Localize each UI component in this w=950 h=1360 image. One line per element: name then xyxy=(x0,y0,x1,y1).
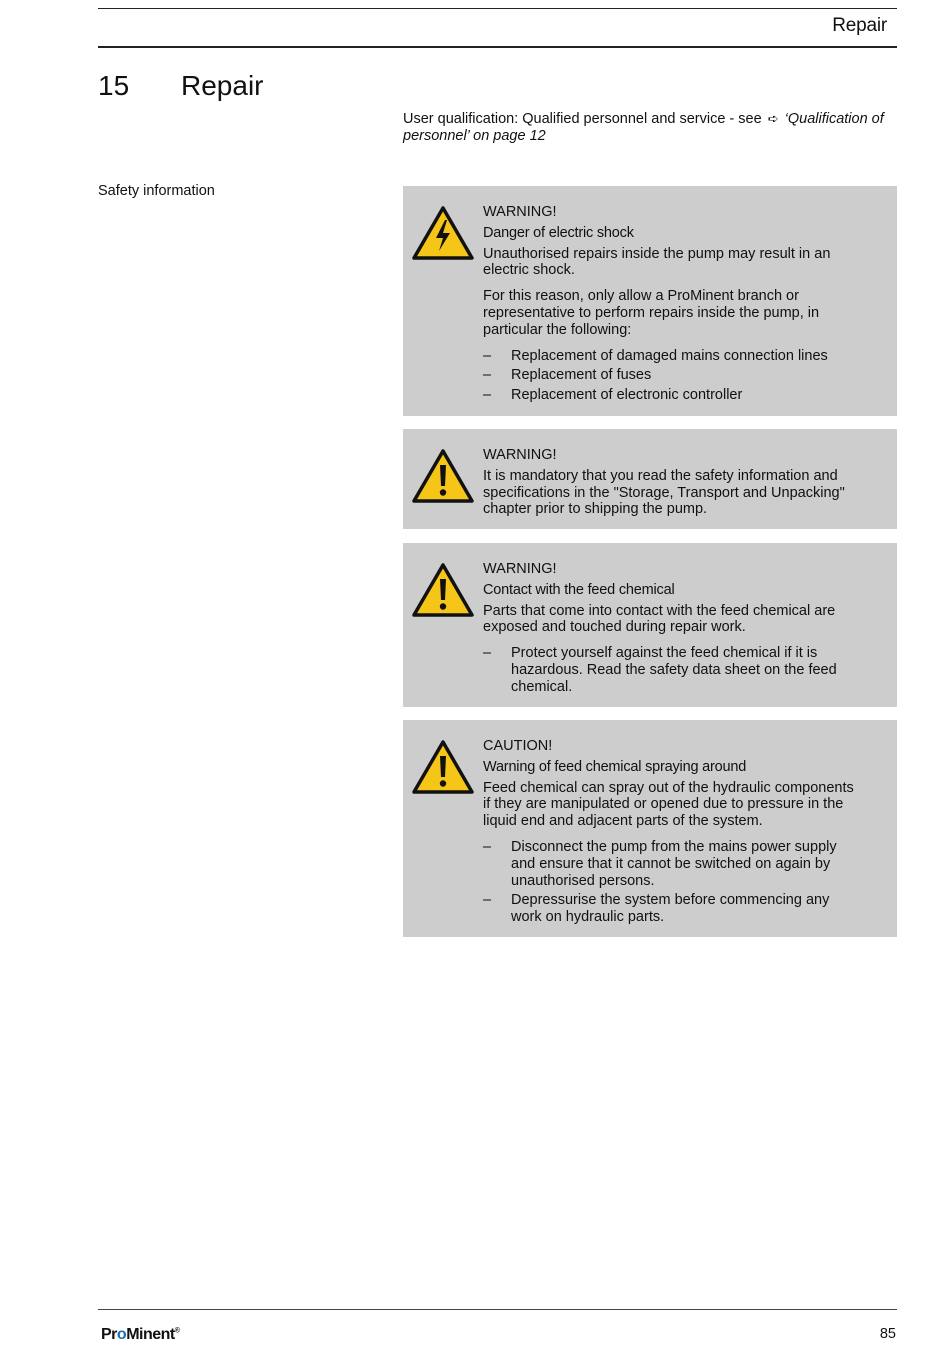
header-rule-bottom xyxy=(98,46,897,48)
notice-list xyxy=(483,645,863,695)
notice-signal-word: WARNING! xyxy=(483,204,557,220)
notice-signal-word: WARNING! xyxy=(483,561,557,577)
footer-rule xyxy=(98,1309,897,1310)
list-dash: – xyxy=(483,347,492,364)
notice-signal-word: CAUTION! xyxy=(483,738,553,754)
notice-signal-word: WARNING! xyxy=(483,447,557,463)
notice-list xyxy=(483,348,863,404)
link-arrow-icon: ➪ xyxy=(767,111,779,126)
list-item: – Replacement of damaged mains connection lines xyxy=(483,347,828,364)
list-dash: – xyxy=(483,838,492,855)
notice-electric-shock xyxy=(403,186,897,416)
warning-exclamation-icon xyxy=(412,563,474,617)
notice-paragraph: Unauthorised repairs inside the pump may result in an electric shock. xyxy=(483,245,831,279)
list-dash: – xyxy=(483,387,492,404)
qualification-reference-link[interactable]: ‘Qualification of personnel’ on page 12 xyxy=(403,111,884,144)
list-item: – Disconnect the pump from the mains power supply and ensure that it cannot be switched on again by unauthorised persons. xyxy=(483,838,837,889)
warning-exclamation-icon xyxy=(412,449,474,503)
list-dash: – xyxy=(483,367,492,384)
chapter-title: Repair xyxy=(181,70,264,101)
list-item: – Replacement of electronic controller xyxy=(483,387,743,404)
notice-paragraph: Feed chemical can spray out of the hydraulic components if they are manipulated or opened due to pressure in the liquid end and adjacent parts of the system. xyxy=(483,779,854,830)
page-number: 85 xyxy=(879,1326,896,1342)
list-item: – Replacement of fuses xyxy=(483,367,652,384)
notice-list xyxy=(483,839,863,926)
notice-subtitle: Contact with the feed chemical xyxy=(483,581,675,598)
section-side-label: Safety information xyxy=(98,183,215,199)
list-dash: – xyxy=(483,892,492,909)
chapter-number: 15 xyxy=(98,70,130,101)
notice-shipping-safety xyxy=(403,429,897,529)
prominent-logo: ProMinent® xyxy=(101,1326,180,1343)
notice-subtitle: Danger of electric shock xyxy=(483,224,634,241)
notice-subtitle: Warning of feed chemical spraying around xyxy=(483,758,747,775)
notice-paragraph: For this reason, only allow a ProMinent branch or representative to perform repairs inside the pump, in particular the following: xyxy=(483,288,820,338)
notice-feed-chemical-spraying xyxy=(403,720,897,937)
list-dash: – xyxy=(483,645,492,662)
list-item: – Depressurise the system before commencing any work on hydraulic parts. xyxy=(483,892,830,926)
warning-exclamation-icon xyxy=(412,740,474,794)
qualification-text: User qualification: Qualified personnel and service - see xyxy=(403,111,762,127)
user-qualification xyxy=(403,110,900,145)
notice-feed-chemical-contact xyxy=(403,543,897,707)
notice-paragraph: Parts that come into contact with the feed chemical are exposed and touched during repair work. xyxy=(483,602,836,636)
notice-paragraph: It is mandatory that you read the safety information and specifications in the "Storage, Transport and Unpacking" chapter prior to shipping the pump. xyxy=(483,467,845,518)
electric-hazard-icon xyxy=(412,206,474,260)
header-rule-top xyxy=(98,8,897,9)
list-item: – Protect yourself against the feed chemical if it is hazardous. Read the safety data sheet on the feed chemical. xyxy=(483,645,837,695)
running-header-title: Repair xyxy=(832,15,887,36)
